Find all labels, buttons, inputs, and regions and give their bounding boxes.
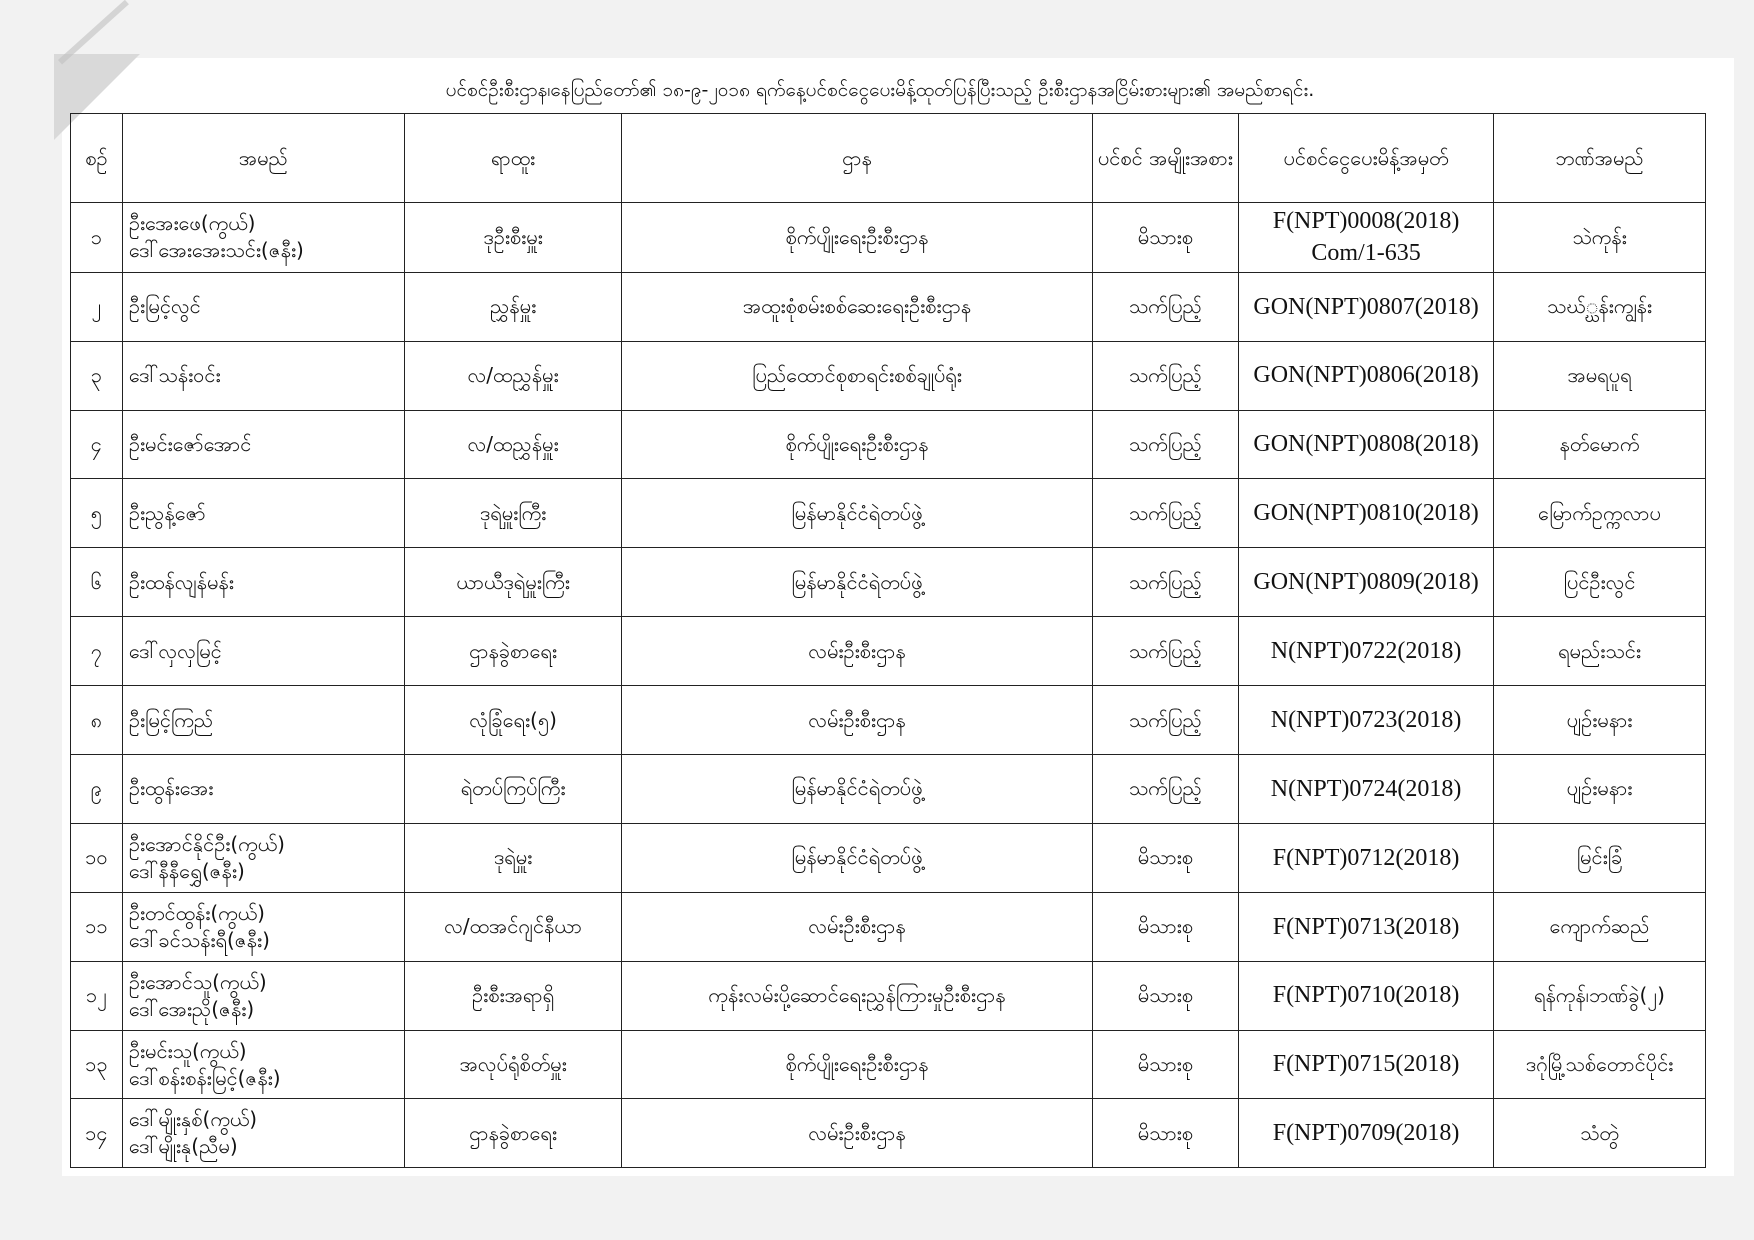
table-header-row xyxy=(71,114,1706,203)
table-row xyxy=(71,479,1706,548)
cell-name xyxy=(122,961,404,1030)
cell-order-no xyxy=(1239,1030,1494,1099)
cell-treasury: သဲကုန်း xyxy=(1493,203,1705,273)
cell-position: ဌာနခွဲစာရေး xyxy=(404,617,622,686)
cell-pension-type: မိသားစု xyxy=(1092,1099,1239,1168)
cell-order-no-line: GON(NPT)0810(2018) xyxy=(1253,500,1479,527)
cell-order-no-line: F(NPT)0709(2018) xyxy=(1272,1120,1460,1147)
cell-name xyxy=(122,892,404,961)
cell-position: ဒုရဲမှူးကြီး xyxy=(404,479,622,548)
cell-order-no xyxy=(1239,341,1494,410)
cell-name xyxy=(122,1030,404,1099)
cell-treasury: ပျဉ်းမနား xyxy=(1493,686,1705,755)
cell-name-line: ဦးညွန့်ဇော် xyxy=(128,500,206,525)
table-row xyxy=(71,341,1706,410)
cell-order-no-line: GON(NPT)0809(2018) xyxy=(1253,569,1479,596)
cell-order-no xyxy=(1239,272,1494,341)
header-no: စဉ် xyxy=(71,114,123,203)
header-order-no: ပင်စင်ငွေပေးမိန့်အမှတ် xyxy=(1239,114,1494,203)
cell-pension-type: မိသားစု xyxy=(1092,961,1239,1030)
cell-name-line: ဦးထွန်းအေး xyxy=(128,776,214,801)
cell-treasury: ဒဂုံမြို့သစ်တောင်ပိုင်း xyxy=(1493,1030,1705,1099)
cell-no: ၁၂ xyxy=(71,961,123,1030)
cell-no: ၄ xyxy=(71,410,123,479)
table-row xyxy=(71,823,1706,892)
cell-order-no-line: GON(NPT)0807(2018) xyxy=(1253,293,1479,320)
cell-order-no-line: F(NPT)0715(2018) xyxy=(1272,1051,1460,1078)
cell-name-line: ဒေါ်လှလှမြင့် xyxy=(128,638,222,663)
cell-pension-type: သက်ပြည့် xyxy=(1092,755,1239,824)
cell-no: ၁၀ xyxy=(71,823,123,892)
cell-department: ကုန်းလမ်းပို့ဆောင်ရေးညွှန်ကြားမှုဦးစီးဌာန xyxy=(622,961,1092,1030)
cell-name xyxy=(122,617,404,686)
cell-order-no xyxy=(1239,686,1494,755)
cell-department: စိုက်ပျိုးရေးဦးစီးဌာန xyxy=(622,203,1092,273)
cell-no: ၈ xyxy=(71,686,123,755)
cell-order-no xyxy=(1239,203,1494,273)
cell-order-no-line: F(NPT)0710(2018) xyxy=(1272,982,1460,1009)
cell-no: ၆ xyxy=(71,548,123,617)
cell-position: ဒုရဲမှူး xyxy=(404,823,622,892)
cell-treasury: သံတွဲ xyxy=(1493,1099,1705,1168)
cell-treasury: ရန်ကုန်၊ဘဏ်ခွဲ(၂) xyxy=(1493,961,1705,1030)
table-row xyxy=(71,410,1706,479)
cell-name xyxy=(122,341,404,410)
cell-name-line: ဒေါ်စန်းစန်းမြင့်(ဇနီး) xyxy=(128,1065,281,1090)
cell-order-no-line: F(NPT)0713(2018) xyxy=(1272,913,1460,940)
cell-department: မြန်မာနိုင်ငံရဲတပ်ဖွဲ့ xyxy=(622,548,1092,617)
cell-position: ဒုဦးစီးမှူး xyxy=(404,203,622,273)
cell-name xyxy=(122,755,404,824)
cell-name-line: ဒေါ်အေးအေးသင်း(ဇနီး) xyxy=(128,238,304,263)
cell-name-line: ဦးထန်လျန်မန်း xyxy=(128,569,234,594)
document-title: ပင်စင်ဦးစီးဌာန၊နေပြည်တော်၏ ၁၈-၉-၂၀၁၈ ရက်နေ့ပင်စင်ငွေပေးမိန့်ထုတ်ပြန်ပြီးသည့် ဦးစီးဌာနအငြိမ်းစားများ၏ အမည်စာရင်း. xyxy=(445,79,1315,101)
cell-name-line: ဦးအေးဖေ(ကွယ်) xyxy=(128,211,256,236)
cell-no: ၂ xyxy=(71,272,123,341)
cell-position: ယာယီဒုရဲမှူးကြီး xyxy=(404,548,622,617)
cell-name-line: ဦးမြင့်လွင် xyxy=(128,294,201,319)
cell-pension-type: မိသားစု xyxy=(1092,203,1239,273)
cell-order-no-line: Com/1-635 xyxy=(1311,240,1421,267)
table-row xyxy=(71,892,1706,961)
cell-department: မြန်မာနိုင်ငံရဲတပ်ဖွဲ့ xyxy=(622,823,1092,892)
header-pension-type: ပင်စင် အမျိုးအစား xyxy=(1092,114,1239,203)
cell-pension-type: သက်ပြည့် xyxy=(1092,272,1239,341)
cell-order-no-line: N(NPT)0723(2018) xyxy=(1270,706,1462,733)
cell-department: လမ်းဦးစီးဌာန xyxy=(622,686,1092,755)
cell-no: ၇ xyxy=(71,617,123,686)
cell-name-line: ဒေါ်မျိုးနု(ညီမ) xyxy=(128,1134,238,1159)
cell-order-no-line: N(NPT)0722(2018) xyxy=(1270,637,1462,664)
cell-name-line: ဦးမင်းဇော်အောင် xyxy=(128,432,252,456)
cell-pension-type: သက်ပြည့် xyxy=(1092,686,1239,755)
cell-name-line: ဒေါ်အေးညို(ဇနီး) xyxy=(128,996,255,1021)
cell-name-line: ဒေါ်သန်းဝင်း xyxy=(128,363,221,388)
cell-treasury: မြင်းခြံ xyxy=(1493,823,1705,892)
cell-treasury: ရမည်းသင်း xyxy=(1493,617,1705,686)
cell-name-line: ဦးတင်ထွန်း(ကွယ်) xyxy=(128,900,265,925)
cell-pension-type: မိသားစု xyxy=(1092,892,1239,961)
table-body xyxy=(71,203,1706,1168)
cell-pension-type: မိသားစု xyxy=(1092,1030,1239,1099)
cell-name xyxy=(122,410,404,479)
table-row xyxy=(71,755,1706,824)
cell-order-no xyxy=(1239,823,1494,892)
table-row xyxy=(71,961,1706,1030)
cell-order-no xyxy=(1239,410,1494,479)
table-row xyxy=(71,548,1706,617)
cell-treasury: နတ်မောက် xyxy=(1493,410,1705,479)
cell-treasury: ပျဉ်းမနား xyxy=(1493,755,1705,824)
cell-order-no xyxy=(1239,961,1494,1030)
cell-department: မြန်မာနိုင်ငံရဲတပ်ဖွဲ့ xyxy=(622,479,1092,548)
cell-pension-type: သက်ပြည့် xyxy=(1092,410,1239,479)
cell-name-line: ဒေါ်ခင်သန်းရီ(ဇနီး) xyxy=(128,927,270,952)
table-row xyxy=(71,272,1706,341)
cell-no: ၅ xyxy=(71,479,123,548)
cell-no: ၁၄ xyxy=(71,1099,123,1168)
cell-order-no xyxy=(1239,479,1494,548)
cell-treasury: သဃ်္ဃန်းကျွန်း xyxy=(1493,272,1705,341)
cell-treasury: မြောက်ဥက္ကလာပ xyxy=(1493,479,1705,548)
cell-pension-type: သက်ပြည့် xyxy=(1092,617,1239,686)
cell-department: လမ်းဦးစီးဌာန xyxy=(622,617,1092,686)
cell-name-line: ဦးအောင်နိုင်ဦး(ကွယ်) xyxy=(128,831,285,856)
cell-position: ညွှန်မှူး xyxy=(404,272,622,341)
cell-name-line: ဦးအောင်သူ(ကွယ်) xyxy=(128,969,267,994)
cell-department: စိုက်ပျိုးရေးဦးစီးဌာန xyxy=(622,1030,1092,1099)
table-row xyxy=(71,1030,1706,1099)
cell-order-no-line: GON(NPT)0806(2018) xyxy=(1253,362,1479,389)
cell-department: အထူးစုံစမ်းစစ်ဆေးရေးဦးစီးဌာန xyxy=(622,272,1092,341)
cell-name-line: ဒေါ်နီနီရွှေ(ဇနီး) xyxy=(128,858,245,883)
cell-order-no xyxy=(1239,892,1494,961)
cell-position: လ/ထညွှန်မှူး xyxy=(404,341,622,410)
cell-order-no-line: F(NPT)0712(2018) xyxy=(1272,844,1460,871)
cell-position: ဌာနခွဲစာရေး xyxy=(404,1099,622,1168)
cell-no: ၉ xyxy=(71,755,123,824)
cell-treasury: ကျောက်ဆည် xyxy=(1493,892,1705,961)
header-treasury: ဘဏ်အမည် xyxy=(1493,114,1705,203)
table-row xyxy=(71,686,1706,755)
cell-pension-type: သက်ပြည့် xyxy=(1092,479,1239,548)
header-name: အမည် xyxy=(122,114,404,203)
cell-no: ၁ xyxy=(71,203,123,273)
cell-order-no-line: GON(NPT)0808(2018) xyxy=(1253,431,1479,458)
header-position: ရာထူး xyxy=(404,114,622,203)
cell-name-line: ဒေါ်မျိုးနှစ်(ကွယ်) xyxy=(128,1107,258,1132)
cell-name-line: ဦးမင်းသူ(ကွယ်) xyxy=(128,1038,247,1063)
cell-no: ၃ xyxy=(71,341,123,410)
cell-department: လမ်းဦးစီးဌာန xyxy=(622,1099,1092,1168)
cell-department: လမ်းဦးစီးဌာန xyxy=(622,892,1092,961)
cell-order-no xyxy=(1239,617,1494,686)
cell-position: လုံခြုံရေး(၅) xyxy=(404,686,622,755)
cell-position: လ/ထညွှန်မှူး xyxy=(404,410,622,479)
cell-position: ဦးစီးအရာရှိ xyxy=(404,961,622,1030)
cell-position: အလုပ်ရုံစိတ်မှူး xyxy=(404,1030,622,1099)
cell-name xyxy=(122,1099,404,1168)
header-department: ဌာန xyxy=(622,114,1092,203)
cell-department: မြန်မာနိုင်ငံရဲတပ်ဖွဲ့ xyxy=(622,755,1092,824)
cell-order-no-line: N(NPT)0724(2018) xyxy=(1270,775,1462,802)
cell-name xyxy=(122,203,404,273)
cell-name xyxy=(122,548,404,617)
table-row xyxy=(71,203,1706,273)
cell-department: ပြည်ထောင်စုစာရင်းစစ်ချုပ်ရုံး xyxy=(622,341,1092,410)
cell-pension-type: မိသားစု xyxy=(1092,823,1239,892)
cell-name xyxy=(122,823,404,892)
cell-pension-type: သက်ပြည့် xyxy=(1092,341,1239,410)
pension-list-table xyxy=(70,113,1706,1168)
cell-name-line: ဦးမြင့်ကြည် xyxy=(128,707,214,732)
cell-name xyxy=(122,686,404,755)
cell-position: ရဲတပ်ကြပ်ကြီး xyxy=(404,755,622,824)
cell-no: ၁၃ xyxy=(71,1030,123,1099)
cell-pension-type: သက်ပြည့် xyxy=(1092,548,1239,617)
cell-treasury: အမရပူရ xyxy=(1493,341,1705,410)
table-row xyxy=(71,1099,1706,1168)
cell-department: စိုက်ပျိုးရေးဦးစီးဌာန xyxy=(622,410,1092,479)
cell-name xyxy=(122,272,404,341)
cell-order-no xyxy=(1239,1099,1494,1168)
cell-order-no xyxy=(1239,755,1494,824)
cell-no: ၁၁ xyxy=(71,892,123,961)
cell-position: လ/ထအင်ဂျင်နီယာ xyxy=(404,892,622,961)
cell-treasury: ပြင်ဦးလွင် xyxy=(1493,548,1705,617)
cell-order-no xyxy=(1239,548,1494,617)
cell-order-no-line: F(NPT)0008(2018) xyxy=(1272,208,1460,234)
cell-name xyxy=(122,479,404,548)
table-row xyxy=(71,617,1706,686)
